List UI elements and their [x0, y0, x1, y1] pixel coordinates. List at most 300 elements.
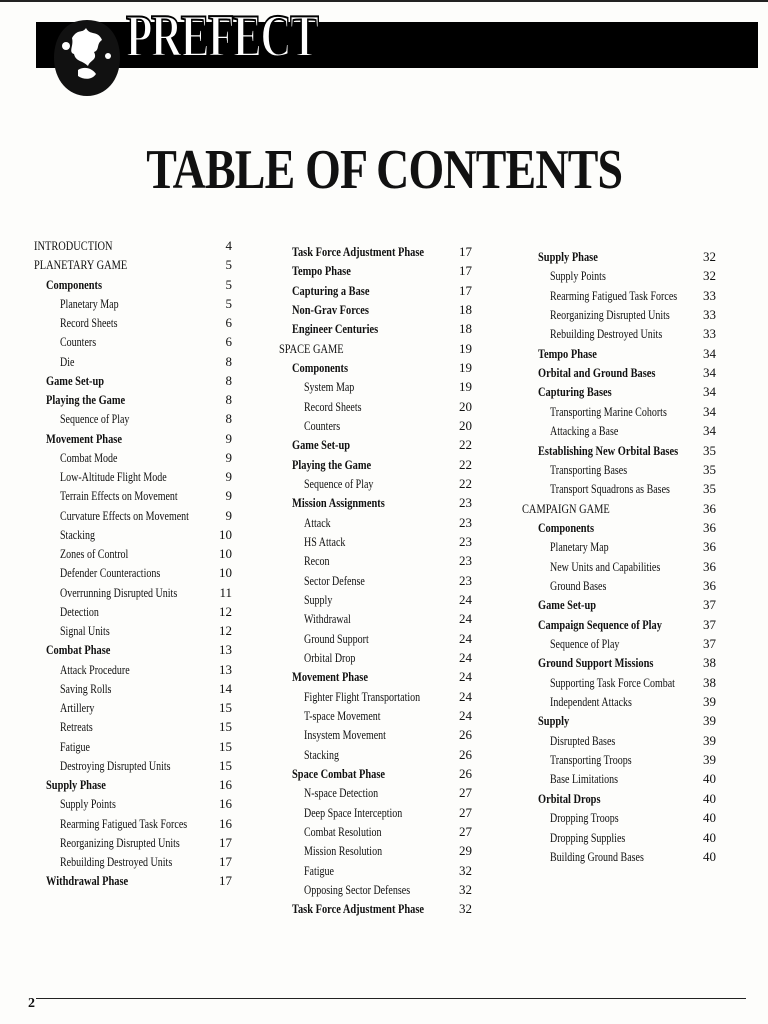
toc-entry-page: 23	[459, 572, 472, 588]
toc-entry-page: 32	[703, 268, 716, 284]
toc-entry-label: Ground Support	[304, 631, 369, 646]
toc-entry	[60, 449, 232, 469]
toc-entry-page: 27	[459, 785, 472, 801]
toc-entry-page: 37	[703, 597, 716, 613]
toc-entry	[46, 372, 232, 392]
toc-entry	[279, 340, 472, 360]
toc-entry	[304, 804, 472, 824]
toc-entry-page: 24	[459, 591, 472, 607]
toc-entry-label: Ground Support Missions	[538, 655, 654, 671]
toc-entry	[60, 622, 232, 642]
toc-entry-page: 19	[459, 359, 472, 375]
toc-entry	[46, 641, 232, 661]
toc-entry	[304, 610, 472, 630]
toc-entry	[34, 256, 232, 276]
page-number: 2	[28, 996, 35, 1011]
toc-entry-label: System Map	[304, 380, 355, 395]
toc-entry-label: Withdrawal	[304, 612, 351, 627]
toc-entry	[538, 383, 716, 403]
toc-entry	[304, 649, 472, 669]
toc-entry-page: 20	[459, 398, 472, 414]
toc-entry-page: 36	[703, 558, 716, 574]
toc-entry-label: Reorganizing Disrupted Units	[550, 308, 670, 323]
toc-entry-page: 6	[225, 334, 232, 350]
toc-entry-label: Overrunning Disrupted Units	[60, 585, 178, 600]
toc-entry	[550, 770, 716, 790]
toc-entry-page: 40	[703, 771, 716, 787]
toc-entry-page: 32	[703, 249, 716, 264]
toc-entry	[60, 487, 232, 507]
toc-entry	[60, 584, 232, 604]
toc-entry	[304, 862, 472, 882]
toc-entry-label: Building Ground Bases	[550, 849, 644, 864]
toc-entry	[292, 765, 472, 785]
toc-entry-page: 20	[459, 417, 472, 433]
toc-entry-label: Supply Phase	[46, 777, 106, 792]
toc-entry-label: Sequence of Play	[304, 476, 374, 491]
toc-entry-label: Tempo Phase	[292, 263, 351, 279]
toc-entry-page: 26	[459, 727, 472, 743]
toc-entry-label: Independent Attacks	[550, 695, 632, 710]
toc-entry	[46, 276, 232, 296]
toc-entry-page: 39	[703, 713, 716, 729]
toc-entry-page: 33	[703, 287, 716, 303]
toc-entry	[550, 538, 716, 558]
toc-entry-page: 34	[703, 403, 716, 419]
toc-entry	[292, 900, 472, 920]
toc-entry-page: 22	[459, 437, 472, 453]
toc-entry-page: 33	[703, 307, 716, 323]
page-title: TABLE OF CONTENTS	[146, 139, 622, 201]
toc-entry-page: 8	[225, 392, 232, 407]
toc-entry	[304, 591, 472, 611]
toc-entry-page: 22	[459, 475, 472, 491]
toc-entry-label: Base Limitations	[550, 772, 619, 787]
toc-entry	[60, 507, 232, 527]
toc-entry-page: 38	[703, 674, 716, 690]
toc-entry	[550, 577, 716, 597]
toc-entry-page: 16	[219, 777, 232, 792]
toc-entry-page: 34	[703, 423, 716, 439]
toc-entry-label: Record Sheets	[60, 316, 118, 330]
toc-entry	[550, 287, 716, 307]
toc-entry-page: 9	[225, 507, 232, 523]
toc-entry-page: 5	[225, 257, 232, 273]
toc-entry-page: 23	[459, 553, 472, 569]
toc-entry-page: 15	[219, 757, 232, 773]
toc-entry-label: SPACE GAME	[279, 340, 344, 356]
toc-entry-label: Signal Units	[60, 624, 110, 638]
toc-entry	[304, 417, 472, 437]
toc-entry-label: Space Combat Phase	[292, 765, 386, 781]
toc-entry	[522, 500, 716, 520]
toc-entry-label: Counters	[60, 335, 97, 350]
toc-entry-page: 14	[219, 680, 232, 696]
toc-entry-label: Game Set-up	[292, 437, 351, 453]
toc-entry-page: 32	[459, 881, 472, 897]
toc-entry	[60, 545, 232, 565]
toc-entry-page: 24	[459, 649, 472, 665]
toc-entry-page: 9	[225, 430, 232, 446]
toc-entry	[538, 712, 716, 732]
toc-entry	[304, 630, 472, 650]
toc-entry-page: 39	[703, 752, 716, 768]
toc-entry	[60, 795, 232, 815]
toc-entry-page: 24	[459, 630, 472, 646]
toc-entry-label: Components	[292, 359, 349, 375]
toc-entry-page: 29	[459, 843, 472, 859]
toc-entry	[46, 872, 232, 892]
toc-entry-label: Dropping Troops	[550, 811, 619, 826]
toc-entry-label: Opposing Sector Defenses	[304, 882, 411, 897]
toc-entry	[34, 237, 232, 257]
toc-entry-page: 4	[225, 238, 232, 253]
toc-entry	[46, 776, 232, 796]
toc-entry	[304, 475, 472, 495]
toc-entry-page: 36	[703, 500, 716, 516]
toc-entry	[550, 558, 716, 578]
toc-entry-page: 10	[219, 546, 232, 561]
toc-entry-page: 11	[219, 584, 232, 600]
toc-entry-page: 27	[459, 804, 472, 820]
toc-entry-label: Fatigue	[304, 863, 334, 878]
toc-entry-label: Supporting Task Force Combat	[550, 675, 675, 690]
toc-entry-page: 35	[703, 442, 716, 458]
toc-entry	[292, 456, 472, 476]
toc-entry-page: 5	[225, 276, 232, 292]
toc-entry-page: 27	[459, 823, 472, 839]
toc-entry-page: 36	[703, 519, 716, 535]
toc-entry-label: Capturing a Base	[292, 282, 370, 298]
toc-entry-label: Defender Counteractions	[60, 566, 161, 581]
toc-entry	[60, 718, 232, 738]
toc-entry-page: 19	[459, 379, 472, 395]
toc-entry-page: 37	[703, 616, 716, 632]
toc-entry	[550, 461, 716, 481]
toc-entry-page: 12	[219, 623, 232, 638]
toc-entry-page: 5	[225, 295, 232, 311]
toc-entry-label: Combat Phase	[46, 642, 111, 658]
toc-entry-page: 17	[219, 873, 232, 889]
toc-entry	[304, 842, 472, 862]
toc-entry-label: Saving Rolls	[60, 681, 112, 696]
toc-entry-label: Playing the Game	[292, 456, 372, 472]
toc-entry	[550, 674, 716, 694]
toc-entry-page: 8	[225, 353, 232, 369]
toc-entry-page: 24	[459, 611, 472, 627]
toc-entry-page: 15	[219, 719, 232, 735]
toc-entry	[538, 596, 716, 616]
toc-entry-page: 17	[459, 282, 472, 298]
toc-entry-label: Transporting Troops	[550, 753, 632, 768]
toc-entry	[550, 809, 716, 829]
toc-entry	[538, 654, 716, 674]
toc-entry	[538, 519, 716, 539]
toc-entry-page: 17	[459, 263, 472, 279]
toc-entry	[60, 738, 232, 758]
toc-entry-page: 9	[225, 469, 232, 484]
toc-entry	[304, 881, 472, 901]
toc-entry-page: 37	[703, 636, 716, 651]
toc-entry-label: Ground Bases	[550, 578, 607, 593]
toc-entry	[60, 564, 232, 584]
toc-entry-page: 39	[703, 694, 716, 710]
toc-entry-page: 35	[703, 481, 716, 497]
toc-entry-label: Orbital Drops	[538, 790, 601, 806]
toc-entry	[60, 333, 232, 353]
toc-entry	[538, 616, 716, 636]
toc-entry-label: Movement Phase	[46, 430, 122, 446]
toc-entry-label: Engineer Centuries	[292, 321, 379, 337]
toc-entry-label: Campaign Sequence of Play	[538, 616, 662, 632]
toc-entry	[550, 403, 716, 423]
toc-entry-label: New Units and Capabilities	[550, 559, 661, 574]
toc-entry-label: Sector Defense	[304, 573, 365, 588]
toc-entry	[550, 693, 716, 713]
brand-wordmark: PREFECT	[126, 3, 318, 69]
toc-entry-page: 18	[459, 321, 472, 337]
toc-entry-page: 40	[703, 810, 716, 826]
toc-entry-label: Rebuilding Destroyed Units	[550, 327, 663, 342]
toc-entry-label: Supply Points	[550, 269, 606, 284]
toc-entry	[60, 661, 232, 681]
toc-entry	[538, 345, 716, 365]
toc-entry	[550, 267, 716, 287]
toc-entry-label: Sequence of Play	[60, 412, 130, 427]
toc-entry-label: Planetary Map	[550, 540, 609, 555]
toc-entry-label: Orbital Drop	[304, 650, 356, 665]
toc-entry-label: Transporting Bases	[550, 462, 628, 477]
toc-entry-label: Low-Altitude Flight Mode	[60, 470, 167, 484]
toc-entry-label: Counters	[304, 418, 341, 433]
toc-entry-label: Movement Phase	[292, 669, 368, 685]
toc-entry-label: INTRODUCTION	[34, 238, 113, 253]
toc-entry	[304, 572, 472, 592]
toc-entry-label: Mission Resolution	[304, 844, 383, 859]
toc-entry	[550, 848, 716, 868]
toc-entry	[304, 552, 472, 572]
bottom-rule	[36, 998, 746, 999]
toc-entry	[550, 635, 716, 655]
toc-entry-page: 34	[703, 345, 716, 361]
toc-entry	[60, 526, 232, 546]
toc-entry	[304, 784, 472, 804]
emblem-logo	[52, 16, 122, 98]
toc-entry	[538, 364, 716, 384]
toc-entry-page: 24	[459, 688, 472, 704]
toc-entry	[60, 853, 232, 873]
toc-entry-page: 40	[703, 848, 716, 864]
toc-entry-label: HS Attack	[304, 534, 346, 549]
toc-entry-page: 40	[703, 829, 716, 845]
toc-entry	[304, 533, 472, 553]
toc-entry-page: 12	[219, 603, 232, 619]
toc-entry-page: 15	[219, 738, 232, 754]
toc-entry	[304, 514, 472, 534]
toc-entry-label: Planetary Map	[60, 296, 119, 311]
toc-entry-label: Orbital and Ground Bases	[538, 365, 656, 381]
toc-entry-page: 39	[703, 732, 716, 748]
toc-entry-page: 26	[459, 746, 472, 762]
toc-entry-page: 13	[219, 661, 232, 677]
toc-entry	[304, 726, 472, 746]
toc-entry-label: Task Force Adjustment Phase	[292, 901, 425, 917]
toc-entry-label: Record Sheets	[304, 399, 362, 414]
toc-entry	[292, 282, 472, 302]
toc-entry-label: Supply Phase	[538, 249, 598, 264]
toc-entry	[304, 398, 472, 418]
toc-entry-page: 10	[219, 526, 232, 542]
toc-entry-label: Game Set-up	[538, 597, 597, 613]
toc-entry	[538, 248, 716, 268]
toc-entry	[550, 325, 716, 345]
toc-entry-label: N-space Detection	[304, 786, 379, 801]
toc-entry-page: 17	[219, 834, 232, 850]
toc-entry	[46, 391, 232, 411]
toc-entry-label: Artillery	[60, 701, 95, 715]
toc-entry-label: Transport Squadrons as Bases	[550, 482, 670, 497]
toc-entry	[550, 829, 716, 849]
toc-entry-label: Rearming Fatigued Task Forces	[60, 816, 188, 831]
toc-entry	[304, 688, 472, 708]
toc-entry-label: CAMPAIGN GAME	[522, 500, 610, 516]
toc-entry-page: 10	[219, 565, 232, 581]
toc-entry-label: Supply Points	[60, 797, 116, 812]
toc-entry-page: 18	[459, 301, 472, 317]
toc-entry-page: 17	[459, 244, 472, 259]
toc-entry-page: 16	[219, 815, 232, 831]
toc-entry	[550, 751, 716, 771]
toc-entry	[538, 790, 716, 810]
toc-entry-label: Components	[538, 519, 595, 535]
toc-entry-label: Capturing Bases	[538, 384, 612, 400]
toc-entry	[60, 410, 232, 430]
toc-entry-label: Stacking	[304, 747, 339, 762]
toc-entry-label: Dropping Supplies	[550, 830, 626, 845]
toc-entry-label: Supply	[538, 713, 570, 729]
toc-entry	[60, 295, 232, 315]
toc-entry	[60, 815, 232, 835]
toc-entry-label: Withdrawal Phase	[46, 873, 129, 889]
toc-entry-page: 40	[703, 790, 716, 806]
toc-entry-label: Retreats	[60, 720, 93, 735]
toc-entry-page: 36	[703, 577, 716, 593]
toc-entry-label: Fatigue	[60, 739, 90, 754]
toc-entry	[292, 668, 472, 688]
toc-entry-page: 24	[459, 707, 472, 723]
toc-entry-page: 8	[225, 372, 232, 388]
toc-entry-label: Destroying Disrupted Units	[60, 758, 171, 773]
toc-entry-page: 9	[225, 488, 232, 504]
toc-entry-page: 13	[219, 642, 232, 658]
toc-entry	[304, 707, 472, 727]
toc-entry	[304, 746, 472, 766]
toc-entry-label: Attack Procedure	[60, 662, 130, 677]
toc-entry	[550, 306, 716, 326]
toc-entry-page: 9	[225, 449, 232, 465]
toc-entry-label: Playing the Game	[46, 392, 126, 407]
toc-entry-label: Terrain Effects on Movement	[60, 489, 178, 504]
toc-entry-page: 8	[225, 411, 232, 427]
toc-entry	[304, 823, 472, 843]
toc-entry-page: 22	[459, 456, 472, 472]
toc-entry-label: Mission Assignments	[292, 495, 385, 511]
toc-entry-page: 34	[703, 365, 716, 381]
toc-entry-label: Die	[60, 354, 75, 369]
toc-entry-page: 32	[459, 862, 472, 878]
top-rule	[0, 0, 768, 2]
toc-entry-label: Tempo Phase	[538, 345, 597, 361]
toc-entry-page: 33	[703, 326, 716, 342]
toc-entry-label: Non-Grav Forces	[292, 301, 369, 317]
toc-entry	[60, 757, 232, 777]
toc-entry	[292, 301, 472, 321]
toc-entry-page: 24	[459, 669, 472, 685]
toc-entry-label: Fighter Flight Transportation	[304, 689, 421, 704]
toc-entry-label: Stacking	[60, 527, 95, 542]
toc-entry-page: 32	[459, 901, 472, 917]
toc-entry-page: 26	[459, 765, 472, 781]
toc-entry-label: T-space Movement	[304, 708, 381, 723]
toc-entry	[60, 699, 232, 719]
toc-entry-label: Transporting Marine Cohorts	[550, 404, 667, 419]
toc-entry-page: 6	[225, 315, 232, 330]
toc-entry-label: Game Set-up	[46, 372, 105, 388]
toc-entry	[60, 353, 232, 373]
toc-entry-label: Reorganizing Disrupted Units	[60, 835, 180, 850]
toc-entry-label: Rearming Fatigued Task Forces	[550, 288, 678, 303]
toc-entry	[304, 378, 472, 398]
toc-entry	[292, 494, 472, 514]
toc-entry-label: Attacking a Base	[550, 424, 619, 439]
toc-entry-label: Supply	[304, 592, 333, 607]
toc-entry-label: Components	[46, 276, 103, 292]
toc-entry-label: Insystem Movement	[304, 728, 386, 743]
toc-entry-page: 23	[459, 495, 472, 511]
toc-entry	[538, 442, 716, 462]
toc-entry-label: Rebuilding Destroyed Units	[60, 855, 173, 869]
toc-entry-page: 23	[459, 533, 472, 549]
toc-entry-page: 15	[219, 700, 232, 715]
toc-entry-page: 36	[703, 539, 716, 555]
toc-entry	[292, 320, 472, 340]
toc-entry	[60, 680, 232, 700]
toc-entry-label: Recon	[304, 554, 330, 569]
toc-entry-page: 16	[219, 796, 232, 812]
toc-entry	[292, 359, 472, 379]
toc-entry-label: Deep Space Interception	[304, 805, 403, 820]
toc-entry-page: 38	[703, 655, 716, 671]
toc-entry	[292, 262, 472, 282]
toc-entry	[550, 732, 716, 752]
toc-entry-label: Establishing New Orbital Bases	[538, 442, 679, 458]
toc-entry	[60, 834, 232, 854]
toc-entry-label: Combat Mode	[60, 450, 118, 465]
toc-entry-page: 23	[459, 514, 472, 530]
toc-entry	[550, 422, 716, 442]
toc-entry-label: Attack	[304, 515, 331, 530]
toc-entry	[60, 603, 232, 623]
toc-entry	[60, 468, 232, 488]
toc-entry-page: 19	[459, 340, 472, 356]
toc-entry-label: Combat Resolution	[304, 824, 382, 839]
toc-entry-label: Zones of Control	[60, 547, 129, 561]
toc-entry-label: Disrupted Bases	[550, 733, 616, 748]
toc-entry-page: 17	[219, 854, 232, 869]
toc-entry	[550, 480, 716, 500]
toc-entry	[292, 436, 472, 456]
toc-entry-label: Task Force Adjustment Phase	[292, 244, 425, 259]
